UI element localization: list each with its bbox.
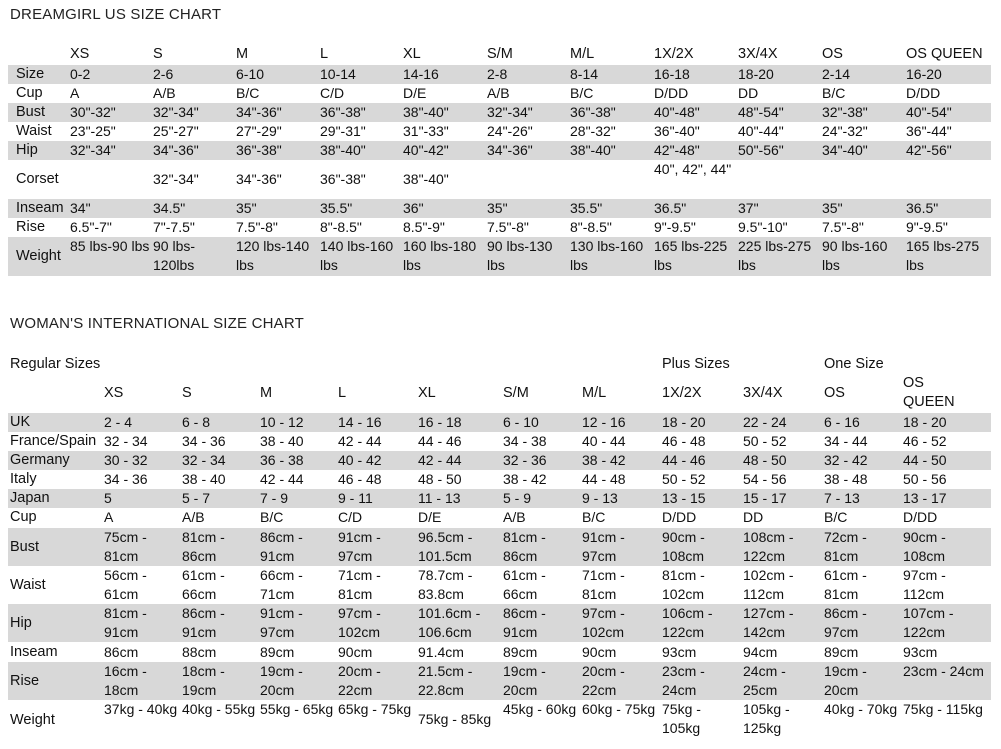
us-cell: A	[70, 85, 80, 101]
intl-row-label: Weight	[10, 711, 55, 728]
intl-cell: 46 - 48	[338, 471, 382, 487]
intl-row-germany	[8, 451, 991, 470]
intl-row-hip	[8, 604, 991, 642]
intl-cell: 44 - 46	[418, 433, 462, 449]
us-cell: 36"-38"	[320, 104, 366, 120]
intl-cell: 91cm - 97cm	[582, 529, 625, 564]
us-cell: 36"-38"	[320, 171, 366, 187]
us-cell: 90 lbs-160 lbs	[822, 238, 888, 273]
intl-cell: 40 - 42	[338, 452, 382, 468]
intl-cell: 34 - 38	[503, 433, 547, 449]
us-col-header: XS	[70, 46, 90, 62]
intl-row-italy	[8, 470, 991, 489]
intl-cell: 22 - 24	[743, 414, 787, 430]
intl-cell: 23cm - 24cm	[903, 663, 984, 679]
intl-cell: DD	[743, 509, 764, 525]
intl-cell: 7 - 9	[260, 490, 289, 506]
intl-cell: 48 - 50	[743, 452, 787, 468]
intl-cell: 44 - 50	[903, 452, 947, 468]
us-row-label: Corset	[16, 171, 59, 187]
intl-cell: 93cm	[662, 644, 697, 660]
intl-cell: 18cm - 19cm	[182, 663, 225, 698]
intl-row-label: Italy	[10, 471, 37, 487]
us-col-header: L	[320, 46, 329, 62]
intl-cell: 55kg - 65kg	[260, 701, 334, 717]
us-cell: B/C	[822, 85, 846, 101]
intl-cell: D/DD	[662, 509, 697, 525]
us-row-bust	[8, 103, 991, 122]
intl-cell: 89cm	[824, 644, 859, 660]
intl-cell: D/E	[418, 509, 442, 525]
intl-cell: 32 - 42	[824, 452, 868, 468]
us-cell: 24"-32"	[822, 123, 868, 139]
us-cell: 31"-33"	[403, 123, 449, 139]
intl-cell: 6 - 16	[824, 414, 860, 430]
us-cell: 40"-42"	[403, 142, 449, 158]
intl-cell: 11 - 13	[418, 490, 461, 506]
us-cell: 16-18	[654, 66, 690, 82]
us-cell: 9"-9.5"	[654, 219, 696, 235]
international-size-chart-title: WOMAN'S INTERNATIONAL SIZE CHART	[10, 315, 305, 332]
us-cell: 38"-40"	[570, 142, 616, 158]
intl-cell: 16cm - 18cm	[104, 663, 147, 698]
us-cell: 34"-36"	[153, 142, 199, 158]
intl-cell: 13 - 15	[662, 490, 706, 506]
intl-col-header: OS	[824, 385, 845, 401]
intl-col-header: S	[182, 385, 192, 401]
intl-cell: B/C	[824, 509, 848, 525]
us-cell: 35.5"	[570, 200, 603, 216]
intl-cell: 20cm - 22cm	[582, 663, 625, 698]
us-col-header: S/M	[487, 46, 513, 62]
intl-row-waist	[8, 566, 991, 604]
intl-col-header: XS	[104, 385, 124, 401]
intl-cell: 15 - 17	[743, 490, 787, 506]
intl-col-header: M/L	[582, 385, 607, 401]
us-cell: 36"-40"	[654, 123, 700, 139]
us-cell: 9.5"-10"	[738, 219, 788, 235]
us-cell: 165 lbs-275 lbs	[906, 238, 980, 273]
intl-cell: 45kg - 60kg	[503, 701, 577, 717]
us-cell: 7"-7.5"	[153, 219, 195, 235]
intl-cell: 75cm - 81cm	[104, 529, 147, 564]
intl-cell: 34 - 36	[104, 471, 148, 487]
us-cell: DD	[738, 85, 759, 101]
intl-cell: 24cm - 25cm	[743, 663, 786, 698]
us-cell: 40"-54"	[906, 104, 952, 120]
intl-cell: D/DD	[903, 509, 938, 525]
intl-row-weight	[8, 700, 991, 740]
intl-cell: 7 - 13	[824, 490, 860, 506]
intl-cell: 91cm - 97cm	[260, 605, 303, 640]
intl-cell: 127cm - 142cm	[743, 605, 794, 640]
us-cell: 42"-48"	[654, 142, 700, 158]
intl-col-header: M	[260, 385, 273, 401]
us-row-label: Hip	[16, 142, 38, 158]
us-cell: 2-14	[822, 66, 851, 82]
intl-cell: 37kg - 40kg	[104, 701, 178, 717]
intl-cell: 19cm - 20cm	[824, 663, 867, 698]
intl-cell: 14 - 16	[338, 414, 382, 430]
us-col-header: XL	[403, 46, 421, 62]
intl-cell: 19cm - 20cm	[503, 663, 546, 698]
intl-cell: 61cm - 66cm	[182, 567, 225, 602]
intl-cell: 46 - 52	[903, 433, 947, 449]
us-cell: C/D	[320, 85, 345, 101]
us-row-label: Rise	[16, 219, 46, 235]
intl-cell: 96.5cm - 101.5cm	[418, 529, 473, 564]
intl-cell: 86cm	[104, 644, 139, 660]
us-cell: 8"-8.5"	[320, 219, 362, 235]
intl-cell: 2 - 4	[104, 414, 133, 430]
intl-cell: 42 - 44	[260, 471, 304, 487]
us-row-hip	[8, 141, 991, 160]
intl-col-header: XL	[418, 385, 436, 401]
us-cell: 7.5"-8"	[487, 219, 529, 235]
intl-cell: 81cm - 86cm	[182, 529, 225, 564]
us-col-header: M/L	[570, 46, 595, 62]
intl-cell: 20cm - 22cm	[338, 663, 381, 698]
us-col-header: OS QUEEN	[906, 46, 983, 62]
intl-col-header: OS QUEEN	[903, 375, 955, 410]
intl-cell: 107cm - 122cm	[903, 605, 954, 640]
us-cell: 42"-56"	[906, 142, 952, 158]
intl-cell: 71cm - 81cm	[338, 567, 381, 602]
us-cell: 34"-40"	[822, 142, 868, 158]
intl-cell: 72cm - 81cm	[824, 529, 867, 564]
intl-cell: 105kg - 125kg	[743, 701, 790, 736]
intl-cell: 6 - 10	[503, 414, 539, 430]
us-cell: 34.5"	[153, 200, 186, 216]
intl-cell: 38 - 42	[582, 452, 626, 468]
us-cell: 30"-32"	[70, 104, 116, 120]
intl-cell: 16 - 18	[418, 414, 462, 430]
us-cell: 37"	[738, 200, 759, 216]
intl-cell: 38 - 40	[182, 471, 226, 487]
us-cell: A/B	[153, 85, 176, 101]
intl-cell: 61cm - 66cm	[503, 567, 546, 602]
us-cell: 32"-34"	[70, 142, 116, 158]
intl-cell: 78.7cm - 83.8cm	[418, 567, 473, 602]
intl-col-header: S/M	[503, 385, 529, 401]
us-cell: 7.5"-8"	[822, 219, 864, 235]
us-cell: 25"-27"	[153, 123, 199, 139]
us-cell: 160 lbs-180 lbs	[403, 238, 477, 273]
intl-cell: 89cm	[260, 644, 295, 660]
us-cell: 7.5"-8"	[236, 219, 278, 235]
us-cell: 36"-38"	[236, 142, 282, 158]
intl-cell: 44 - 48	[582, 471, 626, 487]
intl-cell: 66cm - 71cm	[260, 567, 303, 602]
us-cell: 34"-36"	[236, 104, 282, 120]
us-cell: B/C	[236, 85, 260, 101]
intl-cell: 71cm - 81cm	[582, 567, 625, 602]
us-cell: D/E	[403, 85, 427, 101]
intl-cell: 97cm - 102cm	[582, 605, 625, 640]
us-cell: 34"-36"	[236, 171, 282, 187]
intl-row-label: Cup	[10, 509, 37, 525]
intl-cell: 91cm - 97cm	[338, 529, 381, 564]
intl-cell: 36 - 38	[260, 452, 304, 468]
us-col-header: 1X/2X	[654, 46, 694, 62]
us-row-rise	[8, 218, 991, 237]
us-cell: 40", 42", 44"	[654, 161, 732, 177]
intl-cell: 9 - 13	[582, 490, 618, 506]
us-cell: 120 lbs-140 lbs	[236, 238, 310, 273]
intl-cell: 65kg - 75kg	[338, 701, 412, 717]
intl-cell: 90cm - 108cm	[662, 529, 705, 564]
intl-cell: 5 - 9	[503, 490, 532, 506]
intl-cell: 38 - 42	[503, 471, 547, 487]
us-cell: 24"-26"	[487, 123, 533, 139]
intl-cell: 42 - 44	[418, 452, 462, 468]
us-cell: 29"-31"	[320, 123, 366, 139]
intl-row-label: Bust	[10, 538, 40, 555]
intl-row-france-spain	[8, 432, 991, 451]
us-cell: 140 lbs-160 lbs	[320, 238, 394, 273]
us-cell: 85 lbs-90 lbs	[70, 238, 150, 254]
us-row-waist	[8, 122, 991, 141]
us-cell: 32"-38"	[822, 104, 868, 120]
intl-cell: 106cm - 122cm	[662, 605, 713, 640]
us-cell: 90 lbs-130 lbs	[487, 238, 553, 273]
intl-cell: 89cm	[503, 644, 538, 660]
us-cell: 32"-34"	[153, 104, 199, 120]
intl-cell: 12 - 16	[582, 414, 626, 430]
intl-col-header: 3X/4X	[743, 385, 783, 401]
intl-cell: 18 - 20	[903, 414, 947, 430]
intl-cell: 86cm - 91cm	[260, 529, 303, 564]
us-cell: 130 lbs-160 lbs	[570, 238, 644, 273]
us-row-label: Inseam	[16, 200, 64, 216]
intl-cell: 81cm - 91cm	[104, 605, 147, 640]
intl-cell: 32 - 34	[182, 452, 226, 468]
intl-cell: 102cm - 112cm	[743, 567, 794, 602]
intl-cell: A/B	[182, 509, 205, 525]
us-cell: B/C	[570, 85, 594, 101]
us-cell: D/DD	[906, 85, 941, 101]
us-cell: 32"-34"	[153, 171, 199, 187]
us-cell: 38"-40"	[403, 104, 449, 120]
intl-cell: 61cm - 81cm	[824, 567, 867, 602]
intl-cell: 93cm	[903, 644, 938, 660]
us-row-inseam	[8, 199, 991, 218]
intl-cell: 6 - 8	[182, 414, 211, 430]
us-cell: 35"	[487, 200, 508, 216]
us-row-label: Bust	[16, 104, 46, 120]
us-cell: 40"-44"	[738, 123, 784, 139]
intl-row-label: Inseam	[10, 644, 58, 660]
intl-cell: 54 - 56	[743, 471, 787, 487]
us-row-label: Size	[16, 66, 45, 82]
us-cell: 90 lbs-120lbs	[153, 238, 196, 273]
intl-row-cup	[8, 508, 991, 527]
intl-row-label: Waist	[10, 576, 46, 593]
intl-group-regular: Regular Sizes	[10, 356, 101, 372]
intl-cell: 13 - 17	[903, 490, 947, 506]
us-cell: 165 lbs-225 lbs	[654, 238, 728, 273]
intl-cell: 81cm - 102cm	[662, 567, 705, 602]
intl-cell: 10 - 12	[260, 414, 304, 430]
us-cell: 40"-48"	[654, 104, 700, 120]
us-cell: D/DD	[654, 85, 689, 101]
intl-cell: 90cm - 108cm	[903, 529, 946, 564]
intl-cell: 21.5cm - 22.8cm	[418, 663, 473, 698]
us-cell: 14-16	[403, 66, 439, 82]
intl-cell: 40kg - 55kg	[182, 701, 256, 717]
us-cell: 8"-8.5"	[570, 219, 612, 235]
intl-cell: 38 - 40	[260, 433, 304, 449]
us-row-weight	[8, 237, 991, 276]
us-cell: 36"-38"	[570, 104, 616, 120]
us-col-header: 3X/4X	[738, 46, 778, 62]
intl-cell: 88cm	[182, 644, 217, 660]
us-cell: 36"-44"	[906, 123, 952, 139]
intl-cell: 5 - 7	[182, 490, 211, 506]
intl-cell: 50 - 52	[743, 433, 787, 449]
intl-row-bust	[8, 528, 991, 566]
us-cell: 27"-29"	[236, 123, 282, 139]
intl-cell: 40 - 44	[582, 433, 626, 449]
us-row-cup	[8, 84, 991, 103]
us-cell: 0-2	[70, 66, 91, 82]
intl-cell: 46 - 48	[662, 433, 706, 449]
intl-cell: 108cm - 122cm	[743, 529, 794, 564]
us-cell: 36.5"	[654, 200, 687, 216]
us-cell: 35.5"	[320, 200, 353, 216]
intl-cell: 101.6cm - 106.6cm	[418, 605, 481, 640]
intl-cell: 48 - 50	[418, 471, 462, 487]
us-cell: 34"-36"	[487, 142, 533, 158]
us-cell: 9"-9.5"	[906, 219, 948, 235]
us-cell: 6-10	[236, 66, 265, 82]
intl-col-header: L	[338, 385, 347, 401]
intl-cell: A/B	[503, 509, 526, 525]
us-cell: 8.5"-9"	[403, 219, 445, 235]
intl-cell: 90cm	[338, 644, 373, 660]
intl-row-label: Germany	[10, 452, 70, 468]
us-cell: 36.5"	[906, 200, 939, 216]
intl-cell: 44 - 46	[662, 452, 706, 468]
intl-cell: 86cm - 97cm	[824, 605, 867, 640]
intl-row-label: Hip	[10, 614, 32, 631]
us-cell: 36"	[403, 200, 424, 216]
us-cell: 38"-40"	[403, 171, 449, 187]
intl-cell: 30 - 32	[104, 452, 148, 468]
intl-cell: C/D	[338, 509, 363, 525]
us-cell: 18-20	[738, 66, 774, 82]
intl-cell: 97cm - 112cm	[903, 567, 946, 602]
intl-cell: 60kg - 75kg	[582, 701, 656, 717]
intl-cell: 5	[104, 490, 112, 506]
intl-cell: B/C	[582, 509, 606, 525]
us-col-header: OS	[822, 46, 843, 62]
us-cell: 8-14	[570, 66, 599, 82]
us-cell: A/B	[487, 85, 510, 101]
us-cell: 16-20	[906, 66, 942, 82]
us-row-label: Waist	[16, 123, 52, 139]
intl-cell: 91.4cm	[418, 644, 464, 660]
intl-cell: 42 - 44	[338, 433, 382, 449]
us-cell: 35"	[822, 200, 843, 216]
intl-cell: 75kg - 105kg	[662, 701, 701, 736]
intl-row-uk	[8, 413, 991, 432]
intl-cell: 56cm - 61cm	[104, 567, 147, 602]
intl-cell: B/C	[260, 509, 284, 525]
intl-cell: 50 - 52	[662, 471, 706, 487]
intl-row-label: UK	[10, 414, 31, 430]
intl-cell: 32 - 36	[503, 452, 547, 468]
intl-row-label: Japan	[10, 490, 50, 506]
intl-group-one: One Size	[824, 356, 884, 372]
intl-group-plus: Plus Sizes	[662, 356, 730, 372]
intl-cell: 81cm - 86cm	[503, 529, 546, 564]
intl-row-japan	[8, 489, 991, 508]
us-cell: 23"-25"	[70, 123, 116, 139]
us-cell: 2-8	[487, 66, 508, 82]
us-cell: 225 lbs-275 lbs	[738, 238, 812, 273]
us-cell: 48"-54"	[738, 104, 784, 120]
us-row-label: Cup	[16, 85, 43, 101]
intl-cell: 23cm - 24cm	[662, 663, 705, 698]
intl-cell: 40kg - 70kg	[824, 701, 898, 717]
us-row-label: Weight	[16, 248, 61, 264]
intl-row-label: Rise	[10, 672, 40, 689]
us-cell: 38"-40"	[320, 142, 366, 158]
us-cell: 34"	[70, 200, 91, 216]
intl-cell: 90cm	[582, 644, 617, 660]
intl-cell: 38 - 48	[824, 471, 868, 487]
intl-cell: 32 - 34	[104, 433, 148, 449]
us-row-corset	[8, 160, 991, 199]
intl-row-inseam	[8, 643, 991, 662]
intl-cell: 94cm	[743, 644, 778, 660]
us-cell: 6.5"-7"	[70, 219, 112, 235]
us-cell: 50"-56"	[738, 142, 784, 158]
intl-cell: 19cm - 20cm	[260, 663, 303, 698]
intl-cell: 86cm - 91cm	[182, 605, 225, 640]
intl-col-header: 1X/2X	[662, 385, 702, 401]
intl-cell: 97cm - 102cm	[338, 605, 381, 640]
intl-cell: 18 - 20	[662, 414, 706, 430]
intl-cell: 75kg - 115kg	[903, 701, 983, 717]
intl-cell: 34 - 36	[182, 433, 226, 449]
intl-row-label: France/Spain	[10, 433, 97, 449]
intl-row-rise	[8, 662, 991, 700]
us-cell: 35"	[236, 200, 257, 216]
intl-cell: 50 - 56	[903, 471, 947, 487]
intl-cell: 86cm - 91cm	[503, 605, 546, 640]
us-row-size	[8, 65, 991, 84]
us-size-chart-title: DREAMGIRL US SIZE CHART	[10, 6, 222, 23]
intl-cell: 9 - 11	[338, 490, 373, 506]
intl-cell: 34 - 44	[824, 433, 868, 449]
us-col-header: M	[236, 46, 249, 62]
us-cell: 32"-34"	[487, 104, 533, 120]
intl-cell: 75kg - 85kg	[418, 711, 492, 727]
intl-cell: A	[104, 509, 114, 525]
us-cell: 28"-32"	[570, 123, 616, 139]
us-col-header: S	[153, 46, 163, 62]
us-cell: 2-6	[153, 66, 174, 82]
us-cell: 10-14	[320, 66, 356, 82]
